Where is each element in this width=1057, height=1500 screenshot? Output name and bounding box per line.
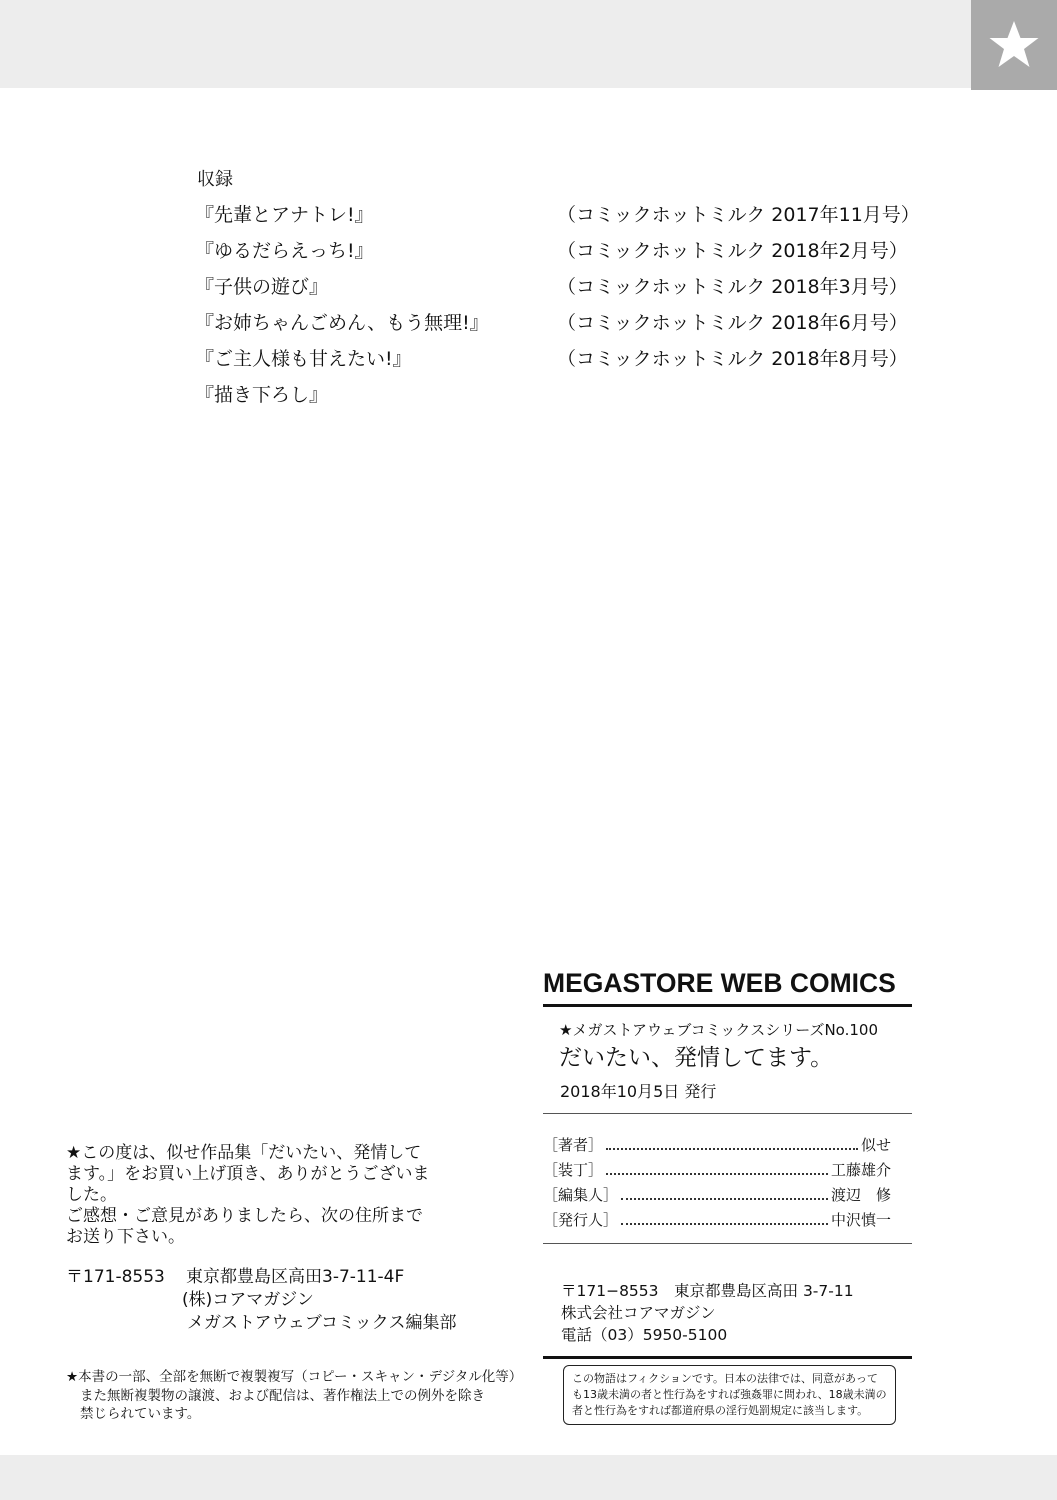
credit-name: 渡辺 修 (830, 1186, 891, 1204)
series-number: ★メガストアウェブコミックスシリーズNo.100 (559, 1021, 878, 1039)
legal-line: ★本書の一部、全部を無断で複製複写（コピー・スキャン・デジタル化等） (66, 1369, 523, 1385)
credit-name: 中沢慎一 (830, 1211, 891, 1229)
work-title: 『お姉ちゃんごめん、もう無理!』 (195, 312, 489, 334)
thanks-line: ★この度は、似せ作品集「だいたい、発情して (66, 1143, 422, 1163)
publisher-company: 株式会社コアマガジン (561, 1304, 716, 1322)
leader-dots (606, 1137, 858, 1150)
header-star-box (971, 0, 1057, 90)
legal-line: 禁じられています。 (80, 1406, 201, 1422)
work-source: （コミックホットミルク 2018年8月号） (557, 348, 908, 370)
leader-dots (621, 1212, 828, 1225)
credits-list (543, 1133, 891, 1233)
work-source: （コミックホットミルク 2018年2月号） (557, 240, 908, 262)
top-band (0, 0, 1057, 88)
divider (543, 1356, 912, 1359)
work-row (195, 311, 955, 347)
work-row (195, 383, 955, 419)
address-row (66, 1266, 496, 1289)
work-source: （コミックホットミルク 2018年6月号） (557, 312, 908, 334)
book-title: だいたい、発情してます。 (559, 1045, 834, 1071)
work-row (195, 203, 955, 239)
leader-dots (621, 1187, 828, 1200)
work-title: 『先輩とアナトレ!』 (195, 204, 374, 226)
credit-role: ［装丁］ (543, 1161, 604, 1179)
series-title: MEGASTORE WEB COMICS (543, 968, 896, 998)
contents-heading: 収録 (197, 169, 233, 190)
thanks-message (66, 1143, 486, 1248)
address-zip: 〒171-8553 (66, 1267, 165, 1287)
copyright-notice (66, 1368, 546, 1424)
credit-row (543, 1183, 891, 1208)
work-row (195, 347, 955, 383)
thanks-line: した。 (66, 1185, 117, 1205)
address-dept: メガストアウェブコミックス編集部 (187, 1313, 457, 1333)
credit-row (543, 1158, 891, 1183)
publisher-info (561, 1280, 901, 1346)
divider (543, 1243, 912, 1244)
thanks-line: お送り下さい。 (66, 1227, 185, 1247)
credit-name: 工藤雄介 (830, 1161, 891, 1179)
thanks-line: ご感想・ご意見がありましたら、次の住所まで (66, 1206, 423, 1226)
credit-row (543, 1208, 891, 1233)
reader-address (66, 1266, 496, 1335)
work-row (195, 275, 955, 311)
publisher-address: 〒171−8553 東京都豊島区高田 3-7-11 (561, 1282, 854, 1300)
credit-name: 似せ (860, 1136, 891, 1154)
publisher-phone: 電話（03）5950-5100 (561, 1326, 728, 1344)
fiction-notice: この物語はフィクションです。日本の法律では、同意があっても13歳未満の者と性行為をすれば強姦罪に問われ、18歳未満の者と性行為をすれば都道府県の淫行処罰規定に該当します。 (563, 1365, 896, 1425)
bottom-band (0, 1455, 1057, 1500)
divider (543, 1004, 912, 1007)
work-source: （コミックホットミルク 2017年11月号） (557, 204, 920, 226)
divider (543, 1113, 912, 1114)
leader-dots (606, 1162, 828, 1175)
work-source: （コミックホットミルク 2018年3月号） (557, 276, 908, 298)
work-title: 『描き下ろし』 (195, 384, 329, 406)
address-street: 東京都豊島区高田3-7-11-4F (186, 1267, 405, 1287)
legal-line: また無断複製物の譲渡、および配信は、著作権法上での例外を除き (80, 1387, 485, 1404)
star-icon (988, 20, 1040, 70)
thanks-line: ます。」をお買い上げ頂き、ありがとうございま (66, 1164, 430, 1184)
publish-date: 2018年10月5日 発行 (560, 1082, 717, 1101)
work-title: 『ゆるだらえっち!』 (195, 240, 374, 262)
contents-list (195, 168, 955, 419)
credit-role: ［編集人］ (543, 1186, 619, 1204)
credit-role: ［著者］ (543, 1136, 604, 1154)
work-row (195, 239, 955, 275)
credit-role: ［発行人］ (543, 1211, 619, 1229)
work-title: 『ご主人様も甘えたい!』 (195, 348, 412, 370)
credit-row (543, 1133, 891, 1158)
work-title: 『子供の遊び』 (195, 276, 329, 298)
address-company: (株)コアマガジン (182, 1290, 314, 1310)
